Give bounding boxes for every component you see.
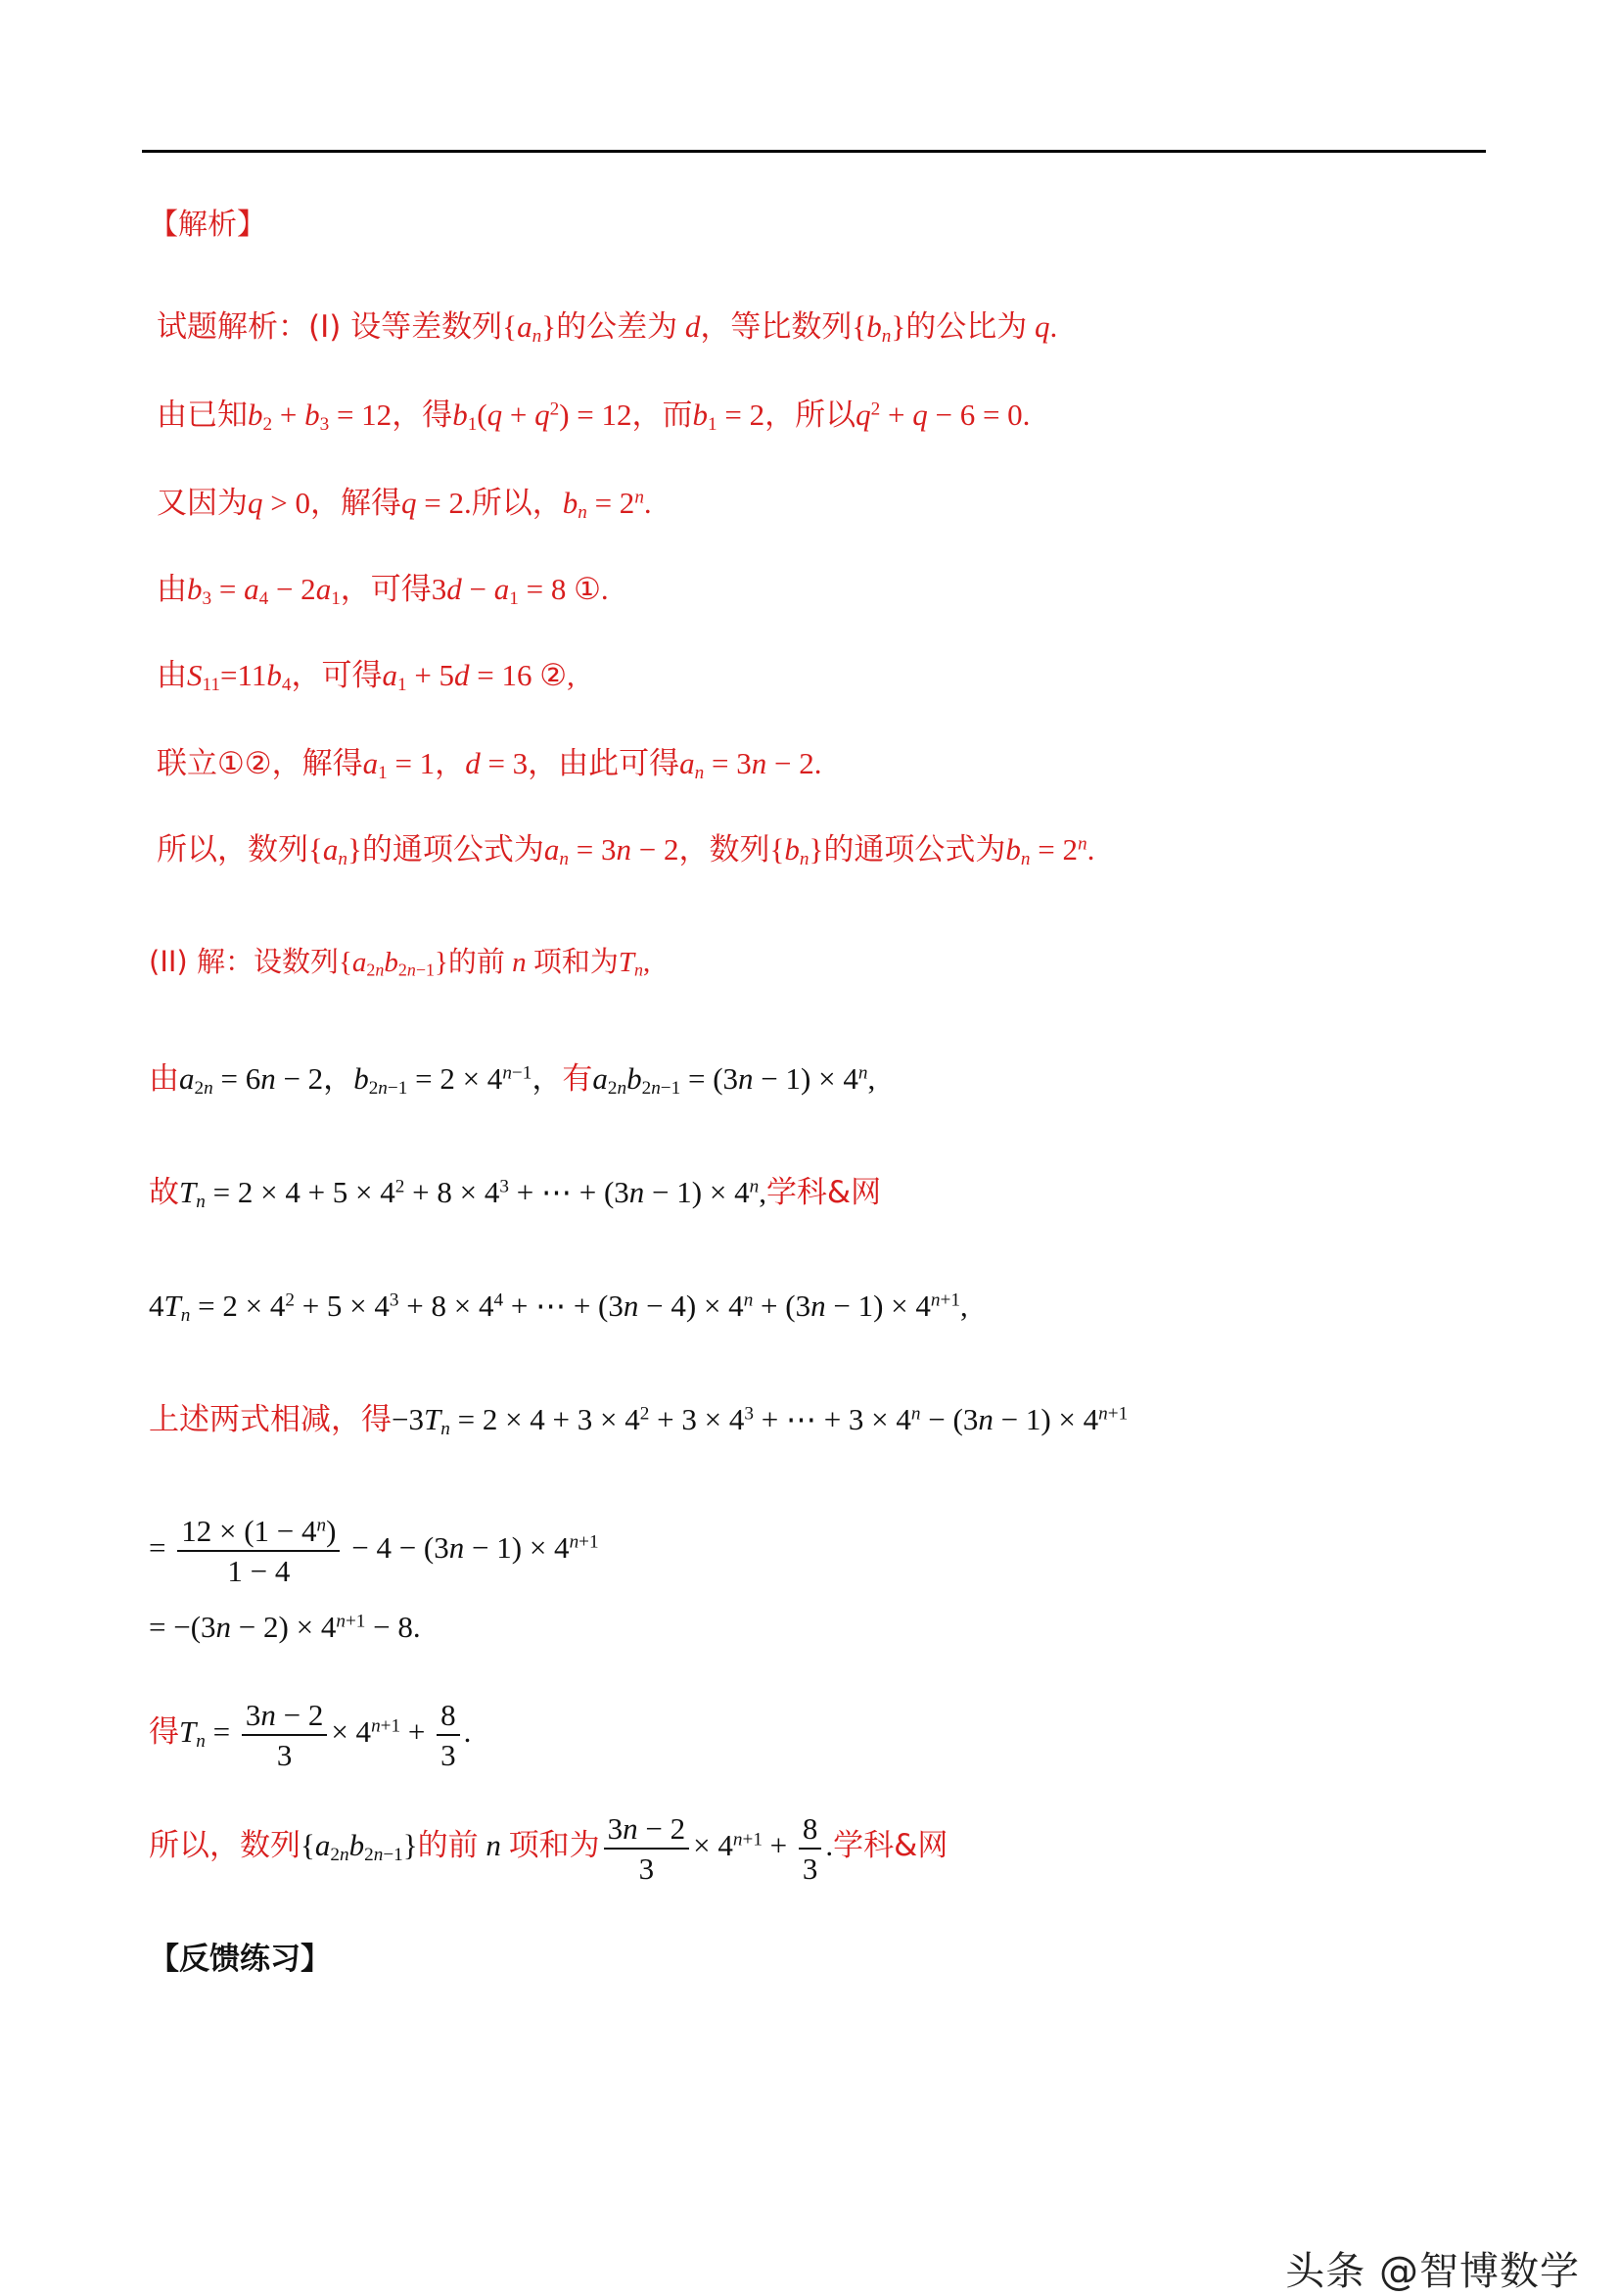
part2-intro-line: (II) 解：设数列$\{a_{2n}b_{2n-1}\}$的前 n 项和为$T_n$, xyxy=(149,945,651,980)
part2-final-line: 所以，数列$\{a_{2n}b_{2n-1}\}$的前 n 项和为 $\frac{3n - 2}{3}$ × $4^{n+1}$ + $\frac{8}{3}$ .学科&网 xyxy=(149,1811,948,1886)
part2-simplified-step: = $-(3n - 2) \times 4^{n+1} - 8$. xyxy=(149,1610,421,1644)
watermark-text: 头条 @智博数学 xyxy=(1285,2249,1580,2294)
part1-combine-line: 联立①②，解得$a_1 = 1$，d = 3，由此可得$a_n = 3n - 2$. xyxy=(157,746,822,783)
part2-result-line: 得$T_n$ = $\frac{3n - 2}{3}$ × $4^{n+1}$ + $\frac{8}{3}$ . xyxy=(149,1698,472,1772)
fraction-final-3n-2-over-3: $\frac{3n - 2}{3}$ xyxy=(604,1813,689,1884)
part1-conclusion-line: 所以，数列$\{a_n\}$的通项公式为$a_n = 3n - 2$，数列$\{b_n\}$的通项公式为$b_n = 2^n$. xyxy=(157,832,1095,869)
fraction-3n-2-over-3: $\frac{3n - 2}{3}$ xyxy=(242,1700,327,1770)
part1-given-line: 由已知$b_2 + b_3 = 12$，得$b_1(q + q^2) = 12$，而$b_1 = 2$，所以$q^2 + q - 6 = 0$. xyxy=(157,398,1031,435)
fraction-8-over-3: $\frac{8}{3}$ xyxy=(437,1700,460,1770)
part1-from-s11-line: 由$S_{11}=11b_4$，可得$a_1 + 5d = 16$ ②, xyxy=(157,658,575,695)
fraction-12-geometric: $\frac{12 \times (1 - 4^n)}{1 - 4}$ xyxy=(177,1516,340,1586)
section-heading-analysis: 【解析】 xyxy=(149,208,266,242)
part2-from-line: 由$a_{2n} = 6n - 2$，$b_{2n-1} = 2 \times 4^{n-1}$，有$a_{2n}b_{2n-1} = (3n - 1) \times 4^n$, xyxy=(149,1061,876,1099)
header-rule xyxy=(142,150,1486,153)
part1-intro-line: 试题解析：(I) 设等差数列$\{a_n\}$的公差为 d，等比数列$\{b_n\}$的公比为 q. xyxy=(157,309,1058,347)
part2-4tn-line: $4T_n = 2 \times 4^2 + 5 \times 4^3 + 8 \times 4^4$ + ⋯ + $(3n - 4) \times 4^n + (3n - 1) \times 4^{n+1}$, xyxy=(149,1289,968,1326)
fraction-final-8-over-3: $\frac{8}{3}$ xyxy=(799,1813,822,1884)
part1-since-line: 又因为q > 0，解得q = 2.所以，$b_n = 2^n$. xyxy=(157,486,652,523)
part2-subtract-line: 上述两式相减，得$-3T_n = 2 \times 4 + 3 \times 4^2 + 3 \times 4^3$ + ⋯ + $3 \times 4^n - (3n - 1) \times 4^{n+1}$ xyxy=(149,1402,1129,1439)
part1-from-b3-line: 由$b_3 = a_4 - 2a_1$，可得$3d - a_1 = 8$ ①. xyxy=(157,572,609,609)
section-heading-feedback: 【反馈练习】 xyxy=(149,1942,331,1977)
part2-hence-line: 故$T_n = 2 \times 4 + 5 \times 4^2 + 8 \times 4^3$ + ⋯ + $(3n - 1) \times 4^n$,学科&网 xyxy=(149,1175,882,1212)
part2-fraction-step: = $\frac{12 \times (1 - 4^n)}{1 - 4}$ − $4 - (3n - 1) \times 4^{n+1}$ xyxy=(149,1514,599,1588)
